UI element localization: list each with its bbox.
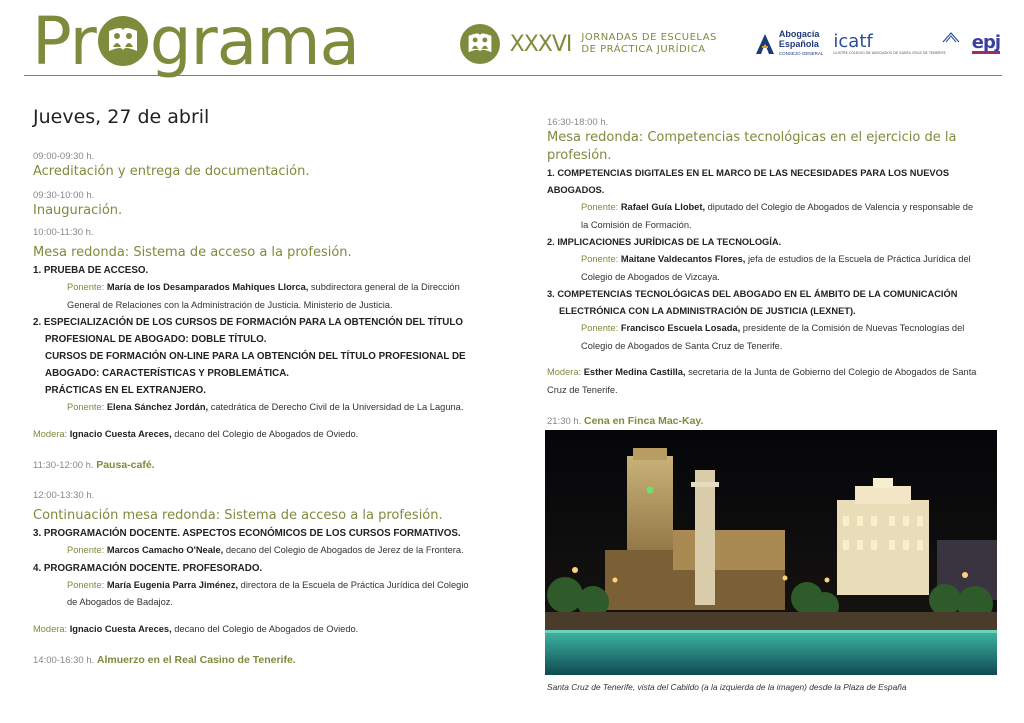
moderator-name: Esther Medina Castilla, [583,367,686,377]
photo-caption: Santa Cruz de Tenerife, vista del Cabildo (a la izquierda de la imagen) desde la Plaza de España [547,682,907,692]
page-title [32,2,359,82]
speaker-role: directora de la Escuela de Práctica Jurídica del Colegio [238,579,469,590]
moderator-role: decano del Colegio de Abogados de Oviedo. [171,428,359,439]
speaker-name: Francisco Escuela Losada, [620,323,741,333]
jornadas-line-2: DE PRÁCTICA JURÍDICA [581,44,706,55]
left-column [33,106,493,667]
agenda-item [547,286,999,320]
agenda-item: 1. PRUEBA DE ACCESO. [33,265,149,276]
agenda-item-line: ELECTRÓNICA CON LA ADMINISTRACIÓN DE JUSTICIA (LEXNET). [559,306,856,316]
page-title-part-2: grama [149,3,359,80]
speaker-label: Ponente: [67,402,105,412]
session-time-text: 11:30-12:00 h. [33,460,94,471]
speaker-role-cont: General de Relaciones con la Administración de Justicia. Ministerio de Justicia. [67,299,393,310]
speaker-role-cont: Colegio de Abogados de Vizcaya. [581,271,720,282]
jornadas-o-logo-icon [98,16,148,66]
moderator-role-cont: Cruz de Tenerife. [547,384,618,395]
moderator-name: Ignacio Cuesta Areces, [69,623,172,634]
icatf-logo [833,33,945,55]
icatf-mountain-icon [942,31,960,43]
right-column [547,116,999,428]
session-time-text: 21:30 h. [547,416,582,427]
icatf-text: icatf [833,31,873,52]
agenda-item: 3. PROGRAMACIÓN DOCENTE. ASPECTOS ECONÓMICOS DE LOS CURSOS FORMATIVOS. [33,528,461,539]
session-title: Almuerzo en el Real Casino de Tenerife. [96,654,296,666]
speaker-role-cont: de Abogados de Badajoz. [67,597,173,607]
jornadas-text [581,32,716,56]
session-time: 16:30-18:00 h. [547,117,609,128]
speaker [547,320,999,355]
speaker-role: catedrática de Derecho Civil de la Universidad de La Laguna. [208,402,464,412]
night-plaza-illustration [545,430,997,675]
moderator-label: Modera: [33,623,68,634]
speaker-role: subdirectora general de la Dirección [308,282,460,292]
moderator-role: secretaria de la Junta de Gobierno del Colegio de Abogados de Santa [685,367,977,377]
session-title: Continuación mesa redonda: Sistema de acceso a la profesión. [33,508,443,523]
speaker-name: Maitane Valdecantos Flores, [620,254,746,264]
header-logos [460,24,1000,64]
speaker-role: presidente de la Comisión de Nuevas Tecnologías del [740,323,965,333]
speaker [33,279,493,314]
speaker-label: Ponente: [67,579,105,590]
moderator [547,364,999,399]
speaker-name: Rafael Guía Llobet, [620,202,706,212]
page-title-part-1: Pr [32,3,96,80]
moderator [33,426,493,444]
agenda-item: 4. PROGRAMACIÓN DOCENTE. PROFESORADO. [33,562,263,574]
speaker-role: jefa de estudios de la Escuela de Práctica Jurídica del [745,254,971,264]
session-time: 12:00-13:30 h. [33,490,95,501]
jornadas-line-1: JORNADAS DE ESCUELAS [581,32,717,43]
speaker-role: decano del Colegio de Abogados de Jerez de la Frontera. [223,545,464,555]
agenda-item: 2. IMPLICACIONES JURÍDICAS DE LA TECNOLOGÍA. [547,237,782,247]
speaker-label: Ponente: [581,323,619,333]
agenda-item-line: PRÁCTICAS EN EL EXTRANJERO. [45,385,206,396]
session-time-text: 14:00-16:30 h. [33,655,95,666]
session-title: Acreditación y entrega de documentación. [33,164,310,179]
abogacia-line-3: CONSEJO GENERAL [778,51,824,56]
epj-logo: epj [971,31,1000,53]
session-time: 10:00-11:30 h. [33,227,94,238]
moderator-role: decano del Colegio de Abogados de Oviedo. [171,623,359,634]
abogacia-a-icon [755,33,775,55]
session-time [33,654,493,667]
abogacia-espanola-logo [755,29,824,59]
moderator-label: Modera: [33,428,68,439]
session-time: 09:00-09:30 h. [33,151,95,162]
speaker-name: Marcos Camacho O'Neale, [106,545,224,555]
speaker [33,577,493,612]
abogacia-line-2: Española [778,39,819,49]
speaker-name: María Eugenia Parra Jiménez, [106,579,239,590]
jornadas-logo-icon [460,24,500,64]
speaker [33,542,493,560]
speaker [547,251,999,286]
agenda-item-line: ABOGADO: CARACTERÍSTICAS Y PROBLEMÁTICA. [45,368,290,379]
speaker [33,399,493,417]
agenda-item [33,314,493,399]
moderator-label: Modera: [547,367,582,377]
agenda-item-line: CURSOS DE FORMACIÓN ON-LINE PARA LA OBTENCIÓN DEL TÍTULO PROFESIONAL DE [45,351,466,362]
session-title: Mesa redonda: Sistema de acceso a la profesión. [33,245,352,260]
speaker [547,199,999,234]
abogacia-line-1: Abogacía [778,29,820,39]
speaker-name: Elena Sánchez Jordán, [106,402,209,412]
session-time [547,415,999,428]
header-rule [24,75,1002,76]
moderator-name: Ignacio Cuesta Areces, [69,428,172,439]
agenda-item: 1. COMPETENCIAS DIGITALES EN EL MARCO DE LAS NECESIDADES PARA LOS NUEVOS ABOGADOS. [547,168,950,195]
speaker-label: Ponente: [581,254,619,264]
icatf-subtext: ILUSTRE COLEGIO DE ABOGADOS DE SANTA CRUZ DE TENERIFE [833,51,946,55]
session-time: 09:30-10:00 h. [33,190,95,201]
session-title: Inauguración. [33,203,123,218]
speaker-label: Ponente: [67,545,105,555]
photo-santa-cruz [545,430,997,675]
session-time [33,459,493,472]
speaker-label: Ponente: [67,282,105,292]
session-title: Cena en Finca Mac-Kay. [583,415,704,427]
speaker-name: María de los Desamparados Mahiques Llorca, [106,282,309,292]
agenda-item-line: 2. ESPECIALIZACIÓN DE LOS CURSOS DE FORMACIÓN PARA LA OBTENCIÓN DEL TÍTULO [33,317,463,328]
speaker-role-cont: la Comisión de Formación. [581,219,692,230]
agenda-item-line: PROFESIONAL DE ABOGADO: DOBLE TÍTULO. [45,334,267,345]
speaker-role: diputado del Colegio de Abogados de Valencia y responsable de [705,202,974,212]
session-title: Mesa redonda: Competencias tecnológicas en el ejercicio de la profesión. [547,130,957,163]
speaker-role-cont: Colegio de Abogados de Santa Cruz de Tenerife. [581,340,783,351]
moderator [33,621,493,639]
agenda-item-line: 3. COMPETENCIAS TECNOLÓGICAS DEL ABOGADO EN EL ÁMBITO DE LA COMUNICACIÓN [547,289,958,299]
jornadas-number: XXXVI [509,31,572,57]
speaker-label: Ponente: [581,202,619,212]
session-title: Pausa-café. [96,459,155,471]
day-heading: Jueves, 27 de abril [33,106,210,128]
